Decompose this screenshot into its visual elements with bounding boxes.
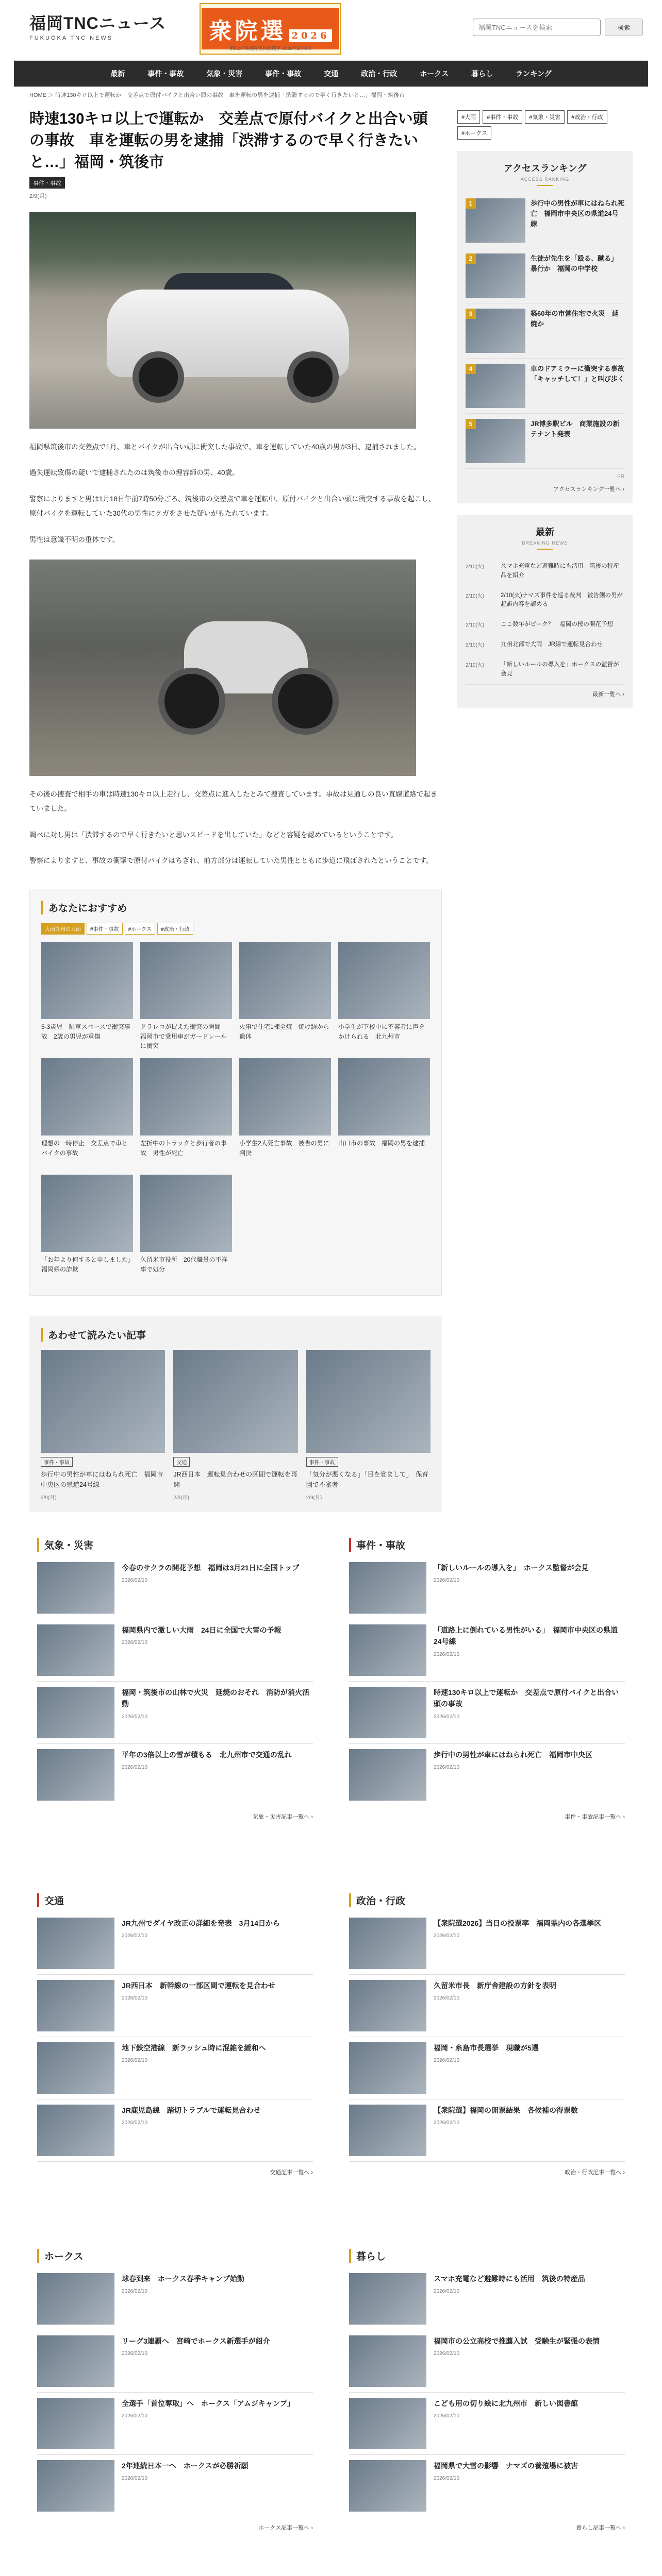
category-thumbnail bbox=[37, 2335, 114, 2387]
nav-item-hawks[interactable]: ホークス bbox=[420, 70, 449, 78]
divider bbox=[537, 549, 553, 550]
recommend-thumbnail bbox=[41, 1058, 133, 1136]
category-item[interactable] bbox=[37, 2455, 313, 2517]
logo-subtitle: FUKUOKA TNC NEWS bbox=[29, 35, 113, 41]
latest-text: 九州北部で大雨 JR線で運転見合わせ bbox=[501, 641, 603, 648]
rank-number: 1 bbox=[466, 198, 476, 209]
category-item[interactable] bbox=[37, 2268, 313, 2330]
election-label: 衆院選 2026 bbox=[202, 8, 339, 49]
search-button[interactable]: 検索 bbox=[605, 19, 643, 36]
category-thumbnail bbox=[37, 2042, 114, 2094]
category-thumbnail bbox=[349, 1687, 426, 1738]
latest-box bbox=[457, 515, 633, 708]
category-item[interactable] bbox=[349, 1975, 625, 2037]
category-item-text: JR西日本 新幹線の一部区間で運転を見合わせ bbox=[122, 1981, 275, 1990]
article-photo-bike bbox=[29, 560, 416, 776]
article-paragraph: 調べに対し男は「渋滞するので早く行きたいと思いスピードを出していた」などと容疑を認めているということです。 bbox=[29, 831, 398, 839]
category-item-date: 2026/02/10 bbox=[122, 1640, 148, 1646]
recommend-caption: ドラレコが捉えた衝突の瞬間 福岡市で乗用車がガードレールに衝突 bbox=[140, 1023, 227, 1050]
article-paragraph: その後の捜査で相手の車は時速130キロ以上走行し、交差点に進入したとみて捜査しています。事故は見通しの良い直線道路で起きていました。 bbox=[29, 790, 437, 813]
category-item[interactable] bbox=[37, 1975, 313, 2037]
recommend-caption: 理想の一時停止 交差点で車とバイクの事故 bbox=[41, 1140, 128, 1157]
category-thumbnail bbox=[349, 1980, 426, 2031]
recommend-tab[interactable]: #政治・行政 bbox=[157, 923, 193, 935]
recommend-tab[interactable]: #事件・事故 bbox=[87, 923, 123, 935]
category-more-link[interactable]: ホークス記事一覧へ › bbox=[258, 2524, 313, 2531]
category-traffic bbox=[37, 1893, 313, 2213]
category-item-date: 2026/02/10 bbox=[122, 2476, 148, 2482]
article-paragraph: 福岡県筑後市の交差点で1月、車とバイクが出合い頭に衝突した事故で、車を運転していた40歳の男が3日、逮捕されました。 bbox=[29, 443, 421, 451]
category-thumbnail bbox=[37, 1980, 114, 2031]
category-title: 気象・災害 bbox=[37, 1538, 313, 1552]
recommend-caption: 小学生2人死亡事故 被告の男に判決 bbox=[239, 1140, 329, 1157]
category-item-text: 時速130キロ以上で運転か 交差点で原付バイクと出合い頭の事故 bbox=[434, 1688, 619, 1708]
category-thumbnail bbox=[349, 1624, 426, 1676]
article-paragraph: 警察によりますと男は1月18日午前7時50分ごろ、筑後市の交差点で車を運転中、原付バイクと出合い頭に衝突する事故を起こし、原付バイクを運転していた30代の男性にケガをさせた疑いがもたれています。 bbox=[29, 495, 436, 518]
related-caption: JR西日本 運転見合わせの区間で運転を再開 bbox=[173, 1471, 297, 1488]
category-item-date: 2026/02/10 bbox=[434, 1933, 460, 1939]
recommend-thumbnail bbox=[338, 942, 430, 1019]
category-area bbox=[14, 1538, 648, 2568]
category-item-text: 福岡・筑後市の山林で火災 延焼のおそれ 消防が消火活動 bbox=[122, 1688, 309, 1708]
sidebar-tags bbox=[457, 110, 633, 140]
related-card[interactable] bbox=[41, 1350, 165, 1501]
category-item-text: 歩行中の男性が車にはねられ死亡 福岡市中央区 bbox=[434, 1750, 592, 1759]
category-item-date: 2026/02/10 bbox=[434, 2058, 460, 2064]
sidebar-tag[interactable]: #大雨 bbox=[457, 110, 480, 124]
related-grid bbox=[41, 1350, 431, 1501]
latest-item[interactable] bbox=[466, 557, 624, 586]
category-thumbnail bbox=[349, 2460, 426, 2512]
nav-item-weather[interactable]: 気象・災害 bbox=[206, 70, 243, 78]
rank-number: 5 bbox=[466, 419, 476, 429]
global-nav bbox=[14, 61, 648, 87]
category-item-date: 2026/02/10 bbox=[122, 1995, 148, 2002]
article-date: 2/9(月) bbox=[29, 193, 47, 200]
category-item[interactable] bbox=[37, 1744, 313, 1806]
ranking-text: 生徒が先生を「殴る、蹴る」 暴行か 福岡の中学校 bbox=[531, 255, 621, 273]
category-item-text: 福岡・糸島市長選挙 現職が5選 bbox=[434, 2043, 539, 2052]
recommend-caption: 山口市の事故 福岡の男を逮捕 bbox=[338, 1140, 425, 1147]
breadcrumb[interactable]: HOME ＞ 時速130キロ以上で運転か 交差点で原付バイクと出合い頭の事故 車を運転の男を逮捕「渋滞するので早く行きたいと…」福岡・筑後市 bbox=[29, 92, 405, 98]
category-item-text: こども用の切り絵に北九州市 新しい図書館 bbox=[434, 2399, 578, 2408]
category-item-date: 2026/02/10 bbox=[122, 2413, 148, 2419]
category-item-text: スマホ充電など避難時にも活用 筑後の特産品 bbox=[434, 2274, 585, 2283]
latest-text: 「新しいルールの導入を」ホークスの監督が会見 bbox=[501, 661, 619, 677]
category-item-text: JR鹿児島線 踏切トラブルで運転見合わせ bbox=[122, 2106, 261, 2114]
category-title: 事件・事故 bbox=[349, 1538, 625, 1552]
category-thumbnail bbox=[37, 1918, 114, 1969]
category-item-text: リーグ3連覇へ 宮崎でホークス新選手が紹介 bbox=[122, 2336, 270, 2345]
category-politics bbox=[349, 1893, 625, 2213]
latest-item[interactable] bbox=[466, 655, 624, 685]
sidebar-tag[interactable]: #政治・行政 bbox=[567, 110, 607, 124]
article-paragraph: 男性は意識不明の重体です。 bbox=[29, 535, 120, 544]
category-title: 暮らし bbox=[349, 2249, 625, 2263]
ranking-item[interactable] bbox=[466, 248, 624, 303]
recommend-thumbnail bbox=[239, 1058, 331, 1136]
divider bbox=[537, 185, 553, 186]
category-item[interactable] bbox=[37, 2037, 313, 2099]
category-item-text: 福岡県内で激しい大雨 24日に全国で大雪の予報 bbox=[122, 1625, 282, 1634]
category-item-date: 2026/02/10 bbox=[434, 2476, 460, 2482]
category-more-link[interactable]: 暮らし記事一覧へ › bbox=[576, 2524, 625, 2531]
category-more-link[interactable]: 気象・災害記事一覧へ › bbox=[253, 1814, 313, 1820]
category-item-text: 地下鉄空港線 新ラッシュ時に混雑を緩和へ bbox=[122, 2043, 266, 2052]
related-title: あわせて読みたい記事 bbox=[41, 1328, 431, 1342]
related-card[interactable] bbox=[173, 1350, 297, 1501]
recommend-tab[interactable]: #ホークス bbox=[125, 923, 155, 935]
recommend-thumbnail bbox=[41, 942, 133, 1019]
category-item[interactable] bbox=[349, 2099, 625, 2162]
category-thumbnail bbox=[349, 2335, 426, 2387]
category-item-date: 2026/02/10 bbox=[434, 2413, 460, 2419]
category-item-text: 「新しいルールの導入を」 ホークス監督が会見 bbox=[434, 1563, 589, 1572]
category-more-link[interactable]: 交通記事一覧へ › bbox=[270, 2169, 313, 2176]
category-thumbnail bbox=[37, 2460, 114, 2512]
category-item-date: 2026/02/10 bbox=[122, 2120, 148, 2126]
recommend-card[interactable] bbox=[239, 1058, 331, 1167]
latest-text: ここ数年がピーク？ 福岡の桜の開花予想 bbox=[501, 621, 614, 628]
category-item[interactable] bbox=[349, 2037, 625, 2099]
sidebar-tag[interactable]: #気象・災害 bbox=[525, 110, 565, 124]
category-item[interactable] bbox=[37, 2099, 313, 2162]
latest-title: 最新 bbox=[536, 527, 554, 537]
sidebar bbox=[457, 101, 633, 868]
recommend-card[interactable] bbox=[41, 1175, 138, 1284]
category-item[interactable] bbox=[37, 1682, 313, 1744]
category-item-date: 2026/02/10 bbox=[434, 2351, 460, 2357]
related-date: 2/9(月) bbox=[173, 1495, 189, 1501]
recommend-caption: 「お年より何すると申しました」 福岡県の詐欺 bbox=[41, 1256, 138, 1273]
recommend-card[interactable] bbox=[239, 942, 331, 1051]
car-wheel bbox=[287, 351, 339, 403]
recommend-caption: 火事で住宅1棟全焼 焼け跡から遺体 bbox=[239, 1023, 329, 1040]
nav-item-politics[interactable]: 政治・行政 bbox=[361, 70, 398, 78]
nav-item-incident-2[interactable]: 事件・事故 bbox=[265, 70, 302, 78]
category-item-date: 2026/02/10 bbox=[434, 1995, 460, 2002]
site-header bbox=[14, 0, 648, 61]
latest-time: 2/10(火) bbox=[466, 642, 485, 649]
bike-wheel bbox=[158, 668, 225, 735]
category-thumbnail bbox=[349, 1918, 426, 1969]
category-more-link[interactable]: 政治・行政記事一覧へ › bbox=[565, 2169, 625, 2176]
site-logo[interactable] bbox=[29, 10, 166, 41]
latest-item[interactable] bbox=[466, 635, 624, 655]
nav-item-traffic[interactable]: 交通 bbox=[324, 70, 339, 78]
category-item[interactable] bbox=[349, 1619, 625, 1682]
category-thumbnail bbox=[349, 2273, 426, 2325]
category-item[interactable] bbox=[349, 1682, 625, 1744]
category-item-date: 2026/02/10 bbox=[434, 2120, 460, 2126]
category-item[interactable] bbox=[37, 2330, 313, 2393]
category-thumbnail bbox=[37, 2105, 114, 2156]
category-life bbox=[349, 2249, 625, 2568]
category-item-date: 2026/02/10 bbox=[434, 1765, 460, 1771]
rank-number: 2 bbox=[466, 253, 476, 264]
latest-text: スマホ充電など避難時にも活用 筑後の特産品を紹介 bbox=[501, 563, 619, 579]
recommend-caption: 左折中のトラックと歩行者の事故 男性が死亡 bbox=[140, 1140, 227, 1157]
recommend-card[interactable] bbox=[140, 942, 232, 1051]
category-title: 政治・行政 bbox=[349, 1893, 625, 1907]
article bbox=[29, 101, 442, 868]
ranking-text: 築60年の市営住宅で火災 延焼か bbox=[531, 310, 619, 328]
election-subtitle: 第51回衆議院議員総選挙 2026年2月8日 bbox=[229, 46, 312, 51]
recommend-thumbnail bbox=[338, 1058, 430, 1136]
category-item-text: 【衆院選2026】当日の投票率 福岡県内の各選挙区 bbox=[434, 1919, 602, 1927]
related-tag: 交通 bbox=[173, 1457, 190, 1467]
category-item-date: 2026/02/10 bbox=[434, 1651, 460, 1657]
category-item-date: 2026/02/10 bbox=[122, 2058, 148, 2064]
latest-time: 2/10(火) bbox=[466, 662, 485, 668]
category-item-date: 2026/02/10 bbox=[122, 1578, 148, 1584]
category-thumbnail bbox=[37, 1624, 114, 1676]
car-wheel bbox=[133, 351, 184, 403]
category-thumbnail bbox=[349, 2042, 426, 2094]
latest-item[interactable] bbox=[466, 615, 624, 635]
category-thumbnail bbox=[37, 1687, 114, 1738]
recommend-thumbnail bbox=[239, 942, 331, 1019]
category-item-text: 福岡市の公立高校で推薦入試 受験生が緊張の表情 bbox=[434, 2336, 600, 2345]
article-title: 時速130キロ以上で運転か 交差点で原付バイクと出合い頭の事故 車を運転の男を逮捕「渋滞するので早く行きたいと…」福岡・筑後市 bbox=[29, 111, 428, 171]
sidebar-tag[interactable]: #事件・事故 bbox=[483, 110, 522, 124]
related-tag: 事件・事故 bbox=[41, 1457, 73, 1467]
category-item[interactable] bbox=[349, 2268, 625, 2330]
recommend-thumbnail bbox=[140, 1058, 232, 1136]
category-item-text: 2年連続日本一へ ホークスが必勝祈願 bbox=[122, 2461, 249, 2470]
category-item-date: 2026/02/10 bbox=[122, 2351, 148, 2357]
category-item-text: 球春到来 ホークス春季キャンプ始動 bbox=[122, 2274, 244, 2283]
related-card[interactable] bbox=[306, 1350, 431, 1501]
recommend-thumbnail bbox=[140, 942, 232, 1019]
nav-item-life[interactable]: 暮らし bbox=[471, 70, 493, 78]
recommend-tab[interactable]: 大雨九州の大雨 bbox=[41, 923, 85, 935]
ranking-text: JR博多駅ビル 商業施設の新テナント発表 bbox=[531, 420, 620, 438]
category-thumbnail bbox=[37, 2273, 114, 2325]
category-item-text: 福岡県で大雪の影響 ナマズの養殖場に被害 bbox=[434, 2461, 578, 2470]
category-item-text: 「道路上に倒れている男性がいる」 福岡市中央区の県道24号線 bbox=[434, 1625, 618, 1646]
related-date: 2/9(月) bbox=[306, 1495, 322, 1501]
category-hawks bbox=[37, 2249, 313, 2568]
category-item[interactable] bbox=[37, 1619, 313, 1682]
category-item-text: 全選手「首位奪取」へ ホークス「アムジキャンプ」 bbox=[122, 2399, 294, 2408]
category-thumbnail bbox=[37, 1562, 114, 1614]
bike-wheel bbox=[272, 668, 339, 735]
article-tags bbox=[29, 177, 442, 189]
logo-title: 福岡TNCニュース bbox=[29, 14, 167, 32]
category-item-date: 2026/02/10 bbox=[434, 1578, 460, 1584]
recommend-thumbnail bbox=[41, 1175, 133, 1252]
recommend-caption: 久留米市役所 20代職員の不祥事で処分 bbox=[140, 1256, 228, 1273]
recommend-card[interactable] bbox=[41, 1058, 133, 1167]
category-item[interactable] bbox=[349, 1557, 625, 1619]
latest-subtitle: BREAKING NEWS bbox=[522, 540, 568, 546]
rank-number: 4 bbox=[466, 364, 476, 374]
category-thumbnail bbox=[349, 1749, 426, 1801]
recommend-card[interactable] bbox=[140, 1175, 232, 1284]
category-item-date: 2026/02/10 bbox=[434, 1714, 460, 1720]
rank-number: 3 bbox=[466, 309, 476, 319]
related-section bbox=[29, 1316, 442, 1512]
recommend-grid bbox=[41, 942, 430, 1284]
recommend-card[interactable] bbox=[41, 942, 133, 1051]
related-tag: 事件・事故 bbox=[306, 1457, 338, 1467]
category-item-date: 2026/02/10 bbox=[434, 2289, 460, 2295]
ranking-text: 車のドアミラーに衝突する事故 「キャッチして！」と叫び歩く bbox=[531, 365, 631, 383]
recommend-caption: 5-3歳児 駐車スペースで衝突事故 2歳の男児が重傷 bbox=[41, 1023, 130, 1040]
category-thumbnail bbox=[37, 1749, 114, 1801]
ranking-more-link[interactable]: アクセスランキング一覧へ › bbox=[553, 486, 624, 493]
nav-item-latest[interactable]: 最新 bbox=[110, 70, 125, 78]
ranking-item[interactable] bbox=[466, 359, 631, 414]
related-date: 2/9(月) bbox=[41, 1495, 57, 1501]
category-thumbnail bbox=[349, 2105, 426, 2156]
category-item[interactable] bbox=[349, 1912, 625, 1975]
nav-item-ranking[interactable]: ランキング bbox=[516, 70, 552, 78]
category-item-text: 今春のサクラの開花予想 福岡は3月21日に全国トップ bbox=[122, 1563, 300, 1572]
recommend-caption: 小学生が下校中に不審者に声をかけられる 北九州市 bbox=[338, 1023, 425, 1040]
ranking-item[interactable] bbox=[466, 303, 624, 359]
recommend-section bbox=[29, 889, 442, 1296]
ranking-item[interactable] bbox=[466, 414, 624, 469]
election-banner[interactable] bbox=[200, 3, 341, 55]
category-title: ホークス bbox=[37, 2249, 313, 2263]
related-caption: 「気分が悪くなる」「目を覚まして」 保育園で不審者 bbox=[306, 1471, 429, 1488]
category-item[interactable] bbox=[349, 2330, 625, 2393]
category-thumbnail bbox=[349, 1562, 426, 1614]
category-item[interactable] bbox=[349, 1744, 625, 1806]
ranking-text: 歩行中の男性が車にはねられ死亡 福岡市中央区の県道24号線 bbox=[531, 199, 625, 228]
latest-item[interactable] bbox=[466, 586, 624, 616]
sidebar-tag[interactable]: #ホークス bbox=[457, 126, 491, 140]
category-item-text: 【衆院選】福岡の開票結果 各候補の得票数 bbox=[434, 2106, 578, 2114]
category-more-link[interactable]: 事件・事故記事一覧へ › bbox=[565, 1814, 625, 1820]
article-photo-car bbox=[29, 212, 416, 429]
related-thumbnail bbox=[41, 1350, 165, 1453]
category-item[interactable] bbox=[37, 1912, 313, 1975]
ranking-item[interactable] bbox=[466, 193, 624, 248]
latest-text: 2/10(火)ナマズ事件を巡る裁判 被告側の男が起訴内容を認める bbox=[501, 592, 623, 608]
category-item-text: JR九州でダイヤ改正の詳細を発表 3月14日から bbox=[122, 1919, 280, 1927]
category-item-date: 2026/02/10 bbox=[122, 1933, 148, 1939]
category-incident bbox=[349, 1538, 625, 1857]
article-tag[interactable]: 事件・事故 bbox=[29, 177, 65, 189]
ranking-box bbox=[457, 151, 633, 503]
latest-more-link[interactable]: 最新一覧へ › bbox=[592, 691, 624, 698]
related-caption: 歩行中の男性が車にはねられ死亡 福岡市中央区の県道24号線 bbox=[41, 1471, 163, 1488]
latest-time: 2/10(火) bbox=[466, 593, 485, 599]
category-item[interactable] bbox=[37, 2393, 313, 2455]
category-item[interactable] bbox=[37, 1557, 313, 1619]
recommend-thumbnail bbox=[140, 1175, 232, 1252]
recommend-tabs bbox=[41, 923, 430, 935]
category-item-text: 久留米市長 新庁舎建設の方針を表明 bbox=[434, 1981, 556, 1990]
recommend-title: あなたにおすすめ bbox=[41, 901, 430, 914]
category-title: 交通 bbox=[37, 1893, 313, 1907]
pr-label: PR bbox=[617, 474, 624, 480]
recommend-card[interactable] bbox=[338, 942, 430, 1051]
related-thumbnail bbox=[306, 1350, 431, 1453]
search-input[interactable] bbox=[473, 19, 601, 36]
category-thumbnail bbox=[349, 2398, 426, 2449]
nav-item-incident[interactable]: 事件・事故 bbox=[147, 70, 184, 78]
ranking-subtitle: ACCESS RANKING bbox=[520, 177, 570, 182]
category-item[interactable] bbox=[349, 2455, 625, 2517]
latest-time: 2/10(火) bbox=[466, 564, 485, 570]
category-thumbnail bbox=[37, 2398, 114, 2449]
category-item-date: 2026/02/10 bbox=[122, 1714, 148, 1720]
category-item-text: 平年の3倍以上の雪が積もる 北九州市で交通の乱れ bbox=[122, 1750, 292, 1759]
article-paragraph: 警察によりますと、事故の衝撃で原付バイクはちぎれ、前方部分は運転していた男性とともに歩道に飛ばされたということです。 bbox=[29, 856, 433, 865]
category-item-date: 2026/02/10 bbox=[122, 2289, 148, 2295]
category-item[interactable] bbox=[349, 2393, 625, 2455]
recommend-card[interactable] bbox=[140, 1058, 232, 1167]
related-thumbnail bbox=[173, 1350, 297, 1453]
latest-time: 2/10(火) bbox=[466, 622, 485, 629]
category-weather bbox=[37, 1538, 313, 1857]
ranking-title: アクセスランキング bbox=[503, 163, 587, 174]
recommend-card[interactable] bbox=[338, 1058, 430, 1167]
election-year: 2026 bbox=[289, 29, 332, 42]
article-paragraph: 過失運転致傷の疑いで逮捕されたのは筑後市の理容師の男、40歳。 bbox=[29, 469, 239, 477]
category-item-date: 2026/02/10 bbox=[122, 1765, 148, 1771]
